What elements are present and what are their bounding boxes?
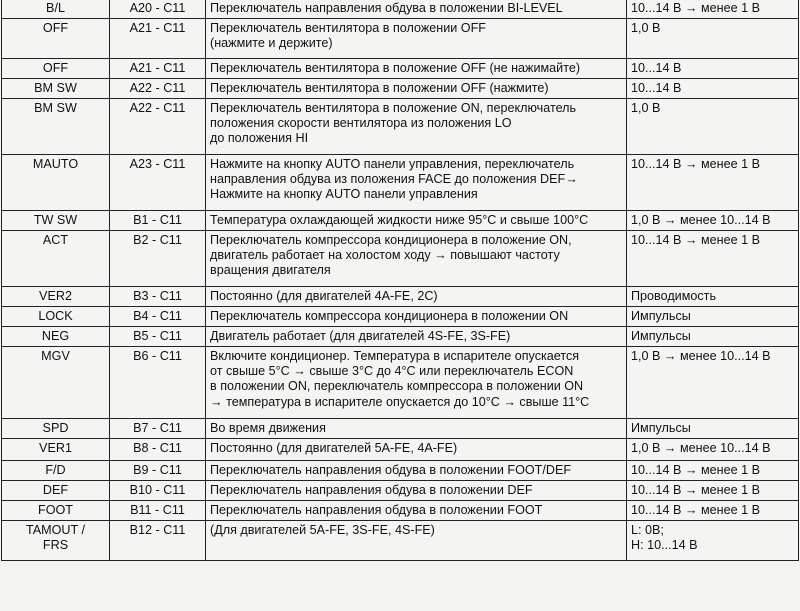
- terminal-cell: [2, 307, 110, 327]
- terminal-line: NEG: [41, 329, 70, 343]
- terminal-line: TW SW: [33, 213, 78, 227]
- condition-line: (Для двигателей 5A-FE, 3S-FE, 4S-FE): [210, 523, 435, 537]
- terminal-line: MAUTO: [32, 157, 79, 171]
- connector-cell: [110, 461, 206, 481]
- value-cell: [627, 287, 799, 307]
- terminal-line: OFF: [42, 61, 69, 75]
- condition-line: Переключатель направления обдува в положении BI-LEVEL: [210, 1, 563, 15]
- terminal-cell: [2, 347, 110, 419]
- table-row: [2, 501, 799, 521]
- terminal-cell: [2, 0, 110, 19]
- connector-cell: [110, 481, 206, 501]
- value-line: Импульсы: [631, 329, 691, 343]
- value-cell: [627, 327, 799, 347]
- value-cell: [627, 461, 799, 481]
- condition-cell: [206, 287, 627, 307]
- condition-cell: [206, 155, 627, 211]
- condition-line: Постоянно (для двигателей 5A-FE, 4A-FE): [210, 441, 458, 455]
- table-row: [2, 99, 799, 155]
- value-line: 1,0 В → менее 10...14 В: [631, 441, 771, 455]
- connector-cell: [110, 327, 206, 347]
- condition-line: Переключатель вентилятора в положении OFF (нажмите): [210, 81, 549, 95]
- terminal-cell: [2, 327, 110, 347]
- value-line: 10...14 В → менее 1 В: [631, 503, 761, 517]
- condition-cell: [206, 327, 627, 347]
- connector-cell: [110, 439, 206, 461]
- condition-line: Переключатель компрессора кондиционера в положение ON,: [210, 233, 572, 247]
- connector-cell: [110, 19, 206, 59]
- terminal-cell: [2, 481, 110, 501]
- condition-line: направления обдува из положения FACE до положения DEF→: [210, 172, 578, 187]
- value-line: Импульсы: [631, 421, 691, 435]
- condition-line: (нажмите и держите): [210, 36, 333, 51]
- terminal-cell: [2, 461, 110, 481]
- condition-line: Нажмите на кнопку AUTO панели управления, переключатель: [210, 157, 575, 171]
- condition-line: положения скорости вентилятора из положения LO: [210, 116, 512, 131]
- connector-cell: [110, 155, 206, 211]
- terminal-cell: [2, 99, 110, 155]
- value-line: 1,0 В: [631, 21, 661, 35]
- connector-cell: [110, 59, 206, 79]
- condition-line: Переключатель компрессора кондиционера в положении ON: [210, 309, 569, 323]
- value-cell: [627, 19, 799, 59]
- condition-line: Нажмите на кнопку AUTO панели управления: [210, 187, 478, 202]
- condition-cell: [206, 461, 627, 481]
- voltage-spec-table: [1, 0, 799, 561]
- value-cell: [627, 59, 799, 79]
- value-line: 1,0 В: [631, 101, 661, 115]
- terminal-line: BM SW: [34, 81, 77, 95]
- condition-line: Переключатель вентилятора в положение ON, переключатель: [210, 101, 577, 115]
- value-cell: [627, 79, 799, 99]
- condition-line: Переключатель направления обдува в положении DEF: [210, 483, 533, 497]
- condition-line: вращения двигателя: [210, 263, 331, 278]
- connector-text: B8 - C11: [133, 441, 182, 455]
- value-cell: [627, 439, 799, 461]
- table-row: [2, 231, 799, 287]
- terminal-cell: [2, 287, 110, 307]
- table-row: [2, 481, 799, 501]
- value-cell: [627, 99, 799, 155]
- condition-line: → температура в испарителе опускается до 10°С → свыше 11°С: [210, 394, 590, 409]
- connector-text: B2 - C11: [133, 233, 182, 247]
- connector-cell: [110, 307, 206, 327]
- table-row: [2, 461, 799, 481]
- condition-cell: [206, 501, 627, 521]
- condition-cell: [206, 521, 627, 561]
- value-line: 1,0 В → менее 10...14 В: [631, 213, 771, 227]
- connector-text: B9 - C11: [133, 463, 182, 477]
- value-cell: [627, 231, 799, 287]
- connector-text: B3 - C11: [133, 289, 182, 303]
- condition-cell: [206, 59, 627, 79]
- value-cell: [627, 501, 799, 521]
- value-cell: [627, 347, 799, 419]
- condition-line: Температура охлаждающей жидкости ниже 95°С и свыше 100°С: [210, 213, 589, 227]
- condition-cell: [206, 347, 627, 419]
- connector-text: B6 - C11: [133, 349, 182, 363]
- connector-text: B12 - C11: [129, 523, 186, 537]
- terminal-line: OFF: [42, 21, 69, 35]
- terminal-cell: [2, 521, 110, 561]
- condition-cell: [206, 0, 627, 19]
- condition-cell: [206, 481, 627, 501]
- value-cell: [627, 307, 799, 327]
- condition-line: в положении ON, переключатель компрессора в положении ON: [210, 379, 584, 394]
- value-cell: [627, 419, 799, 439]
- condition-line: Переключатель направления обдува в положении FOOT/DEF: [210, 463, 572, 477]
- value-cell: [627, 0, 799, 19]
- connector-text: B5 - C11: [133, 329, 182, 343]
- condition-cell: [206, 439, 627, 461]
- connector-cell: [110, 347, 206, 419]
- table-row: [2, 327, 799, 347]
- table-body: [2, 0, 799, 561]
- condition-cell: [206, 211, 627, 231]
- table-row: [2, 59, 799, 79]
- terminal-cell: [2, 155, 110, 211]
- condition-line: до положения HI: [210, 131, 309, 146]
- connector-cell: [110, 79, 206, 99]
- table-row: [2, 419, 799, 439]
- condition-cell: [206, 79, 627, 99]
- terminal-line: VER1: [39, 441, 72, 455]
- table-row: [2, 0, 799, 19]
- condition-cell: [206, 419, 627, 439]
- condition-line: Постоянно (для двигателей 4A-FE, 2C): [210, 289, 438, 303]
- condition-line: Переключатель направления обдува в положении FOOT: [210, 503, 543, 517]
- table-row: [2, 439, 799, 461]
- value-cell: [627, 155, 799, 211]
- condition-cell: [206, 19, 627, 59]
- terminal-cell: [2, 501, 110, 521]
- connector-text: A22 - C11: [129, 81, 186, 95]
- terminal-line: SPD: [42, 421, 69, 435]
- connector-text: A21 - C11: [129, 21, 186, 35]
- value-line: 10...14 В → менее 1 В: [631, 1, 761, 15]
- connector-text: A23 - C11: [129, 157, 186, 171]
- condition-line: Включите кондиционер. Температура в испарителе опускается: [210, 349, 580, 363]
- value-line: 10...14 В: [631, 81, 682, 95]
- value-cell: [627, 481, 799, 501]
- condition-cell: [206, 231, 627, 287]
- value-line: 10...14 В → менее 1 В: [631, 483, 761, 497]
- terminal-cell: [2, 79, 110, 99]
- connector-cell: [110, 419, 206, 439]
- terminal-line: BM SW: [34, 101, 77, 115]
- table-row: [2, 155, 799, 211]
- connector-cell: [110, 0, 206, 19]
- terminal-cell: [2, 59, 110, 79]
- table-row: [2, 287, 799, 307]
- terminal-cell: [2, 19, 110, 59]
- condition-line: двигатель работает на холостом ходу → повышают частоту: [210, 248, 560, 263]
- terminal-line: FOOT: [38, 503, 73, 517]
- table-row: [2, 211, 799, 231]
- terminal-line: ACT: [42, 233, 69, 247]
- table-row: [2, 347, 799, 419]
- connector-cell: [110, 99, 206, 155]
- condition-line: Во время движения: [210, 421, 326, 435]
- connector-text: B10 - C11: [129, 483, 186, 497]
- terminal-line: LOCK: [38, 309, 73, 323]
- connector-cell: [110, 287, 206, 307]
- value-line: 10...14 В → менее 1 В: [631, 157, 761, 171]
- condition-line: Переключатель вентилятора в положении OFF: [210, 21, 486, 35]
- connector-cell: [110, 211, 206, 231]
- terminal-line: FRS: [42, 538, 69, 553]
- table-row: [2, 307, 799, 327]
- terminal-line: MGV: [41, 349, 70, 363]
- connector-text: A21 - C11: [129, 61, 186, 75]
- connector-text: B1 - C11: [133, 213, 182, 227]
- condition-line: от свыше 5°С → свыше 3°С до 4°С или переключатель ECON: [210, 364, 574, 379]
- table-row: [2, 521, 799, 561]
- connector-cell: [110, 501, 206, 521]
- terminal-line: F/D: [45, 463, 66, 477]
- terminal-cell: [2, 439, 110, 461]
- connector-text: B4 - C11: [133, 309, 182, 323]
- table-row: [2, 79, 799, 99]
- table-row: [2, 19, 799, 59]
- value-line: 1,0 В → менее 10...14 В: [631, 349, 771, 363]
- condition-cell: [206, 99, 627, 155]
- terminal-cell: [2, 231, 110, 287]
- connector-text: B11 - C11: [130, 503, 185, 517]
- condition-line: Двигатель работает (для двигателей 4S-FE, 3S-FE): [210, 329, 511, 343]
- connector-cell: [110, 521, 206, 561]
- connector-text: A20 - C11: [129, 1, 186, 15]
- terminal-line: B/L: [46, 1, 65, 15]
- value-line: Проводимость: [631, 289, 717, 303]
- value-line: 10...14 В → менее 1 В: [631, 233, 761, 247]
- connector-cell: [110, 231, 206, 287]
- terminal-cell: [2, 211, 110, 231]
- value-cell: [627, 211, 799, 231]
- value-line: Импульсы: [631, 309, 691, 323]
- value-line: L: 0В;: [631, 523, 664, 537]
- value-line: 10...14 В: [631, 61, 682, 75]
- connector-text: B7 - C11: [133, 421, 182, 435]
- value-line: 10...14 В → менее 1 В: [631, 463, 761, 477]
- terminal-line: VER2: [39, 289, 72, 303]
- condition-cell: [206, 307, 627, 327]
- terminal-line: DEF: [42, 483, 69, 497]
- terminal-cell: [2, 419, 110, 439]
- terminal-line: TAMOUT /: [25, 523, 85, 537]
- condition-line: Переключатель вентилятора в положение OFF (не нажимайте): [210, 61, 581, 75]
- connector-text: A22 - C11: [129, 101, 186, 115]
- value-line: H: 10...14 В: [631, 538, 698, 553]
- value-cell: [627, 521, 799, 561]
